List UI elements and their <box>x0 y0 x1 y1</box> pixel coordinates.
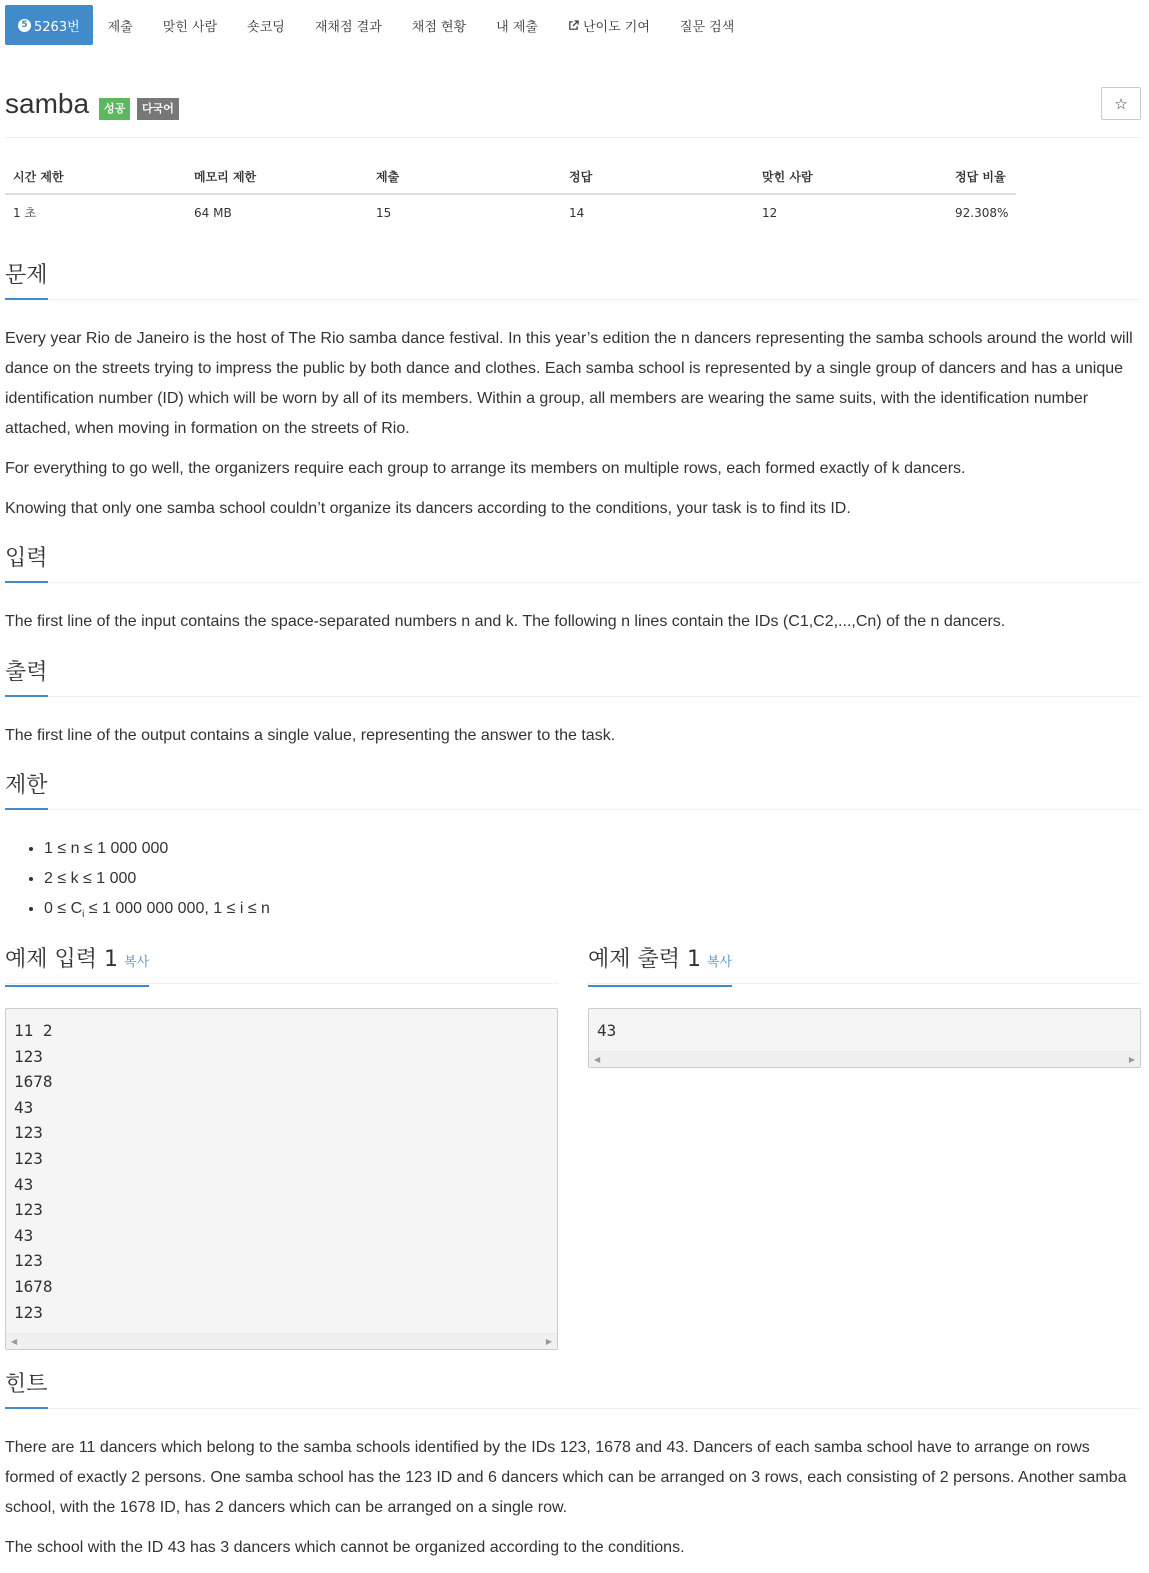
output-description: The first line of the output contains a single value, representing the answer to the task. <box>5 727 616 744</box>
problem-menu <box>5 5 749 45</box>
problem-description-p2: For everything to go well, the organizers require each group to arrange its members on multiple rows, each formed exactly of k dancers. <box>5 460 966 477</box>
sample-output-title <box>588 944 732 987</box>
limit-section-header <box>5 770 1141 810</box>
hint-p1: There are 11 dancers which belong to the samba schools identified by the IDs 123, 1678 and 43. Dancers of each samba school have to arrange on rows formed of exactly 2 persons. One samba school has the 123 ID and 6 dancers which can be arranged on 3 rows, each consisting of 2 persons. Another samba school, with the 1678 ID, has 2 dancers which can be arranged on a single row. <box>5 1439 1127 1516</box>
external-link-icon <box>568 20 579 31</box>
tab-problem[interactable] <box>5 5 93 45</box>
accepted-value: 14 <box>569 205 585 220</box>
output-section-title: 출력 <box>5 657 48 697</box>
limit3-part-a: 0 ≤ C <box>44 900 83 917</box>
list-item: • 2 ≤ k ≤ 1 000 <box>44 864 270 894</box>
status-badge-success: 성공 <box>99 98 130 120</box>
input-description: The first line of the input contains the space-separated numbers n and k. The following n lines contain the IDs (C1,C2,...,Cn) of the n dancers. <box>5 613 1006 630</box>
problem-info-table <box>5 160 1016 230</box>
limit3-subscript: i <box>82 909 85 921</box>
hint-p2: The school with the ID 43 has 3 dancers which cannot be organized according to the conditions. <box>5 1539 685 1556</box>
table-row <box>5 194 1016 230</box>
limit-list <box>44 834 270 930</box>
problem-description-p1: Every year Rio de Janeiro is the host of The Rio samba dance festival. In this year’s edition the n dancers representing the samba schools around the world will dance on the streets trying to impress the public by both dance and clothes. Each samba school is represented by a single group of dancers and has a unique identification number (ID) which will be worn by all of its members. Within a group, all members are wearing the same suits, with the identification number attached, when moving in formation on the streets of Rio. <box>5 330 1133 437</box>
copy-sample-output-button[interactable]: 복사 <box>707 955 733 970</box>
hint-section-title: 힌트 <box>5 1369 48 1409</box>
tab-question-search[interactable]: 질문 검색 <box>679 19 735 35</box>
th-solved-users: 맞힌 사람 <box>754 160 947 194</box>
tab-problem-label: 5263번 <box>34 19 80 35</box>
th-submissions: 제출 <box>368 160 561 194</box>
copy-sample-input-button[interactable]: 복사 <box>124 955 150 970</box>
hint-section-header <box>5 1369 1141 1409</box>
status-badge-multilang: 다국어 <box>137 98 179 120</box>
problem-section-header <box>5 260 1141 300</box>
list-item: • 1 ≤ n ≤ 1 000 000 <box>44 834 270 864</box>
sample-input-header <box>5 944 558 984</box>
solved-users-value: 12 <box>762 205 778 220</box>
problem-header <box>5 86 1141 138</box>
scroll-left-icon[interactable]: ◀ <box>11 1337 18 1346</box>
input-section-header <box>5 543 1141 583</box>
tab-difficulty-contribution[interactable] <box>553 5 665 45</box>
horizontal-scrollbar[interactable] <box>6 1333 557 1349</box>
accept-ratio-value: 92.308% <box>955 205 1009 220</box>
tab-solved-users[interactable]: 맞힌 사람 <box>162 19 218 35</box>
problem-title: samba <box>5 88 90 119</box>
tab-short-coding[interactable]: 숏코딩 <box>247 19 285 35</box>
memory-limit-value: 64 MB <box>194 205 232 220</box>
list-item <box>44 894 270 930</box>
horizontal-scrollbar[interactable] <box>589 1051 1140 1067</box>
tab-judge-status[interactable]: 채점 현황 <box>411 19 467 35</box>
submissions-value: 15 <box>376 205 392 220</box>
tab-submit[interactable]: 제출 <box>107 19 133 35</box>
th-accept-ratio: 정답 비율 <box>947 160 1016 194</box>
sample-input-box <box>5 1008 558 1350</box>
sample-input-title-text: 예제 입력 1 <box>5 947 118 972</box>
tab-rejudge-results[interactable]: 재채점 결과 <box>314 19 382 35</box>
sample-output-title-text: 예제 출력 1 <box>588 947 701 972</box>
limit-section-title: 제한 <box>5 770 48 810</box>
problem-description-p3: Knowing that only one samba school couldn’t organize its dancers according to the conditions, your task is to find its ID. <box>5 500 851 517</box>
problem-section-title: 문제 <box>5 260 48 300</box>
scroll-right-icon[interactable]: ▶ <box>1128 1055 1135 1064</box>
tab-my-submissions[interactable]: 내 제출 <box>496 19 538 35</box>
output-section-header <box>5 657 1141 697</box>
limit3-part-b: ≤ 1 000 000 000, 1 ≤ i ≤ n <box>84 900 270 917</box>
th-accepted: 정답 <box>561 160 754 194</box>
sample-output-header <box>588 944 1141 984</box>
time-limit-value: 1 초 <box>13 206 37 220</box>
star-icon: ☆ <box>1114 94 1128 113</box>
favorite-button[interactable] <box>1101 87 1141 120</box>
sample-output-text: 43 <box>597 1021 617 1040</box>
scroll-left-icon[interactable]: ◀ <box>594 1055 601 1064</box>
sample-input-title <box>5 944 149 987</box>
tier-icon: 5 <box>18 19 31 32</box>
sample-output-box <box>588 1008 1141 1068</box>
th-memory-limit: 메모리 제한 <box>186 160 368 194</box>
scroll-right-icon[interactable]: ▶ <box>545 1337 552 1346</box>
th-time-limit: 시간 제한 <box>5 160 186 194</box>
table-header-row <box>5 160 1016 194</box>
input-section-title: 입력 <box>5 543 48 583</box>
sample-input-text: 11 2 123 1678 43 123 123 43 123 43 123 1678 123 <box>14 1021 53 1322</box>
tab-difficulty-label: 난이도 기여 <box>582 19 650 35</box>
